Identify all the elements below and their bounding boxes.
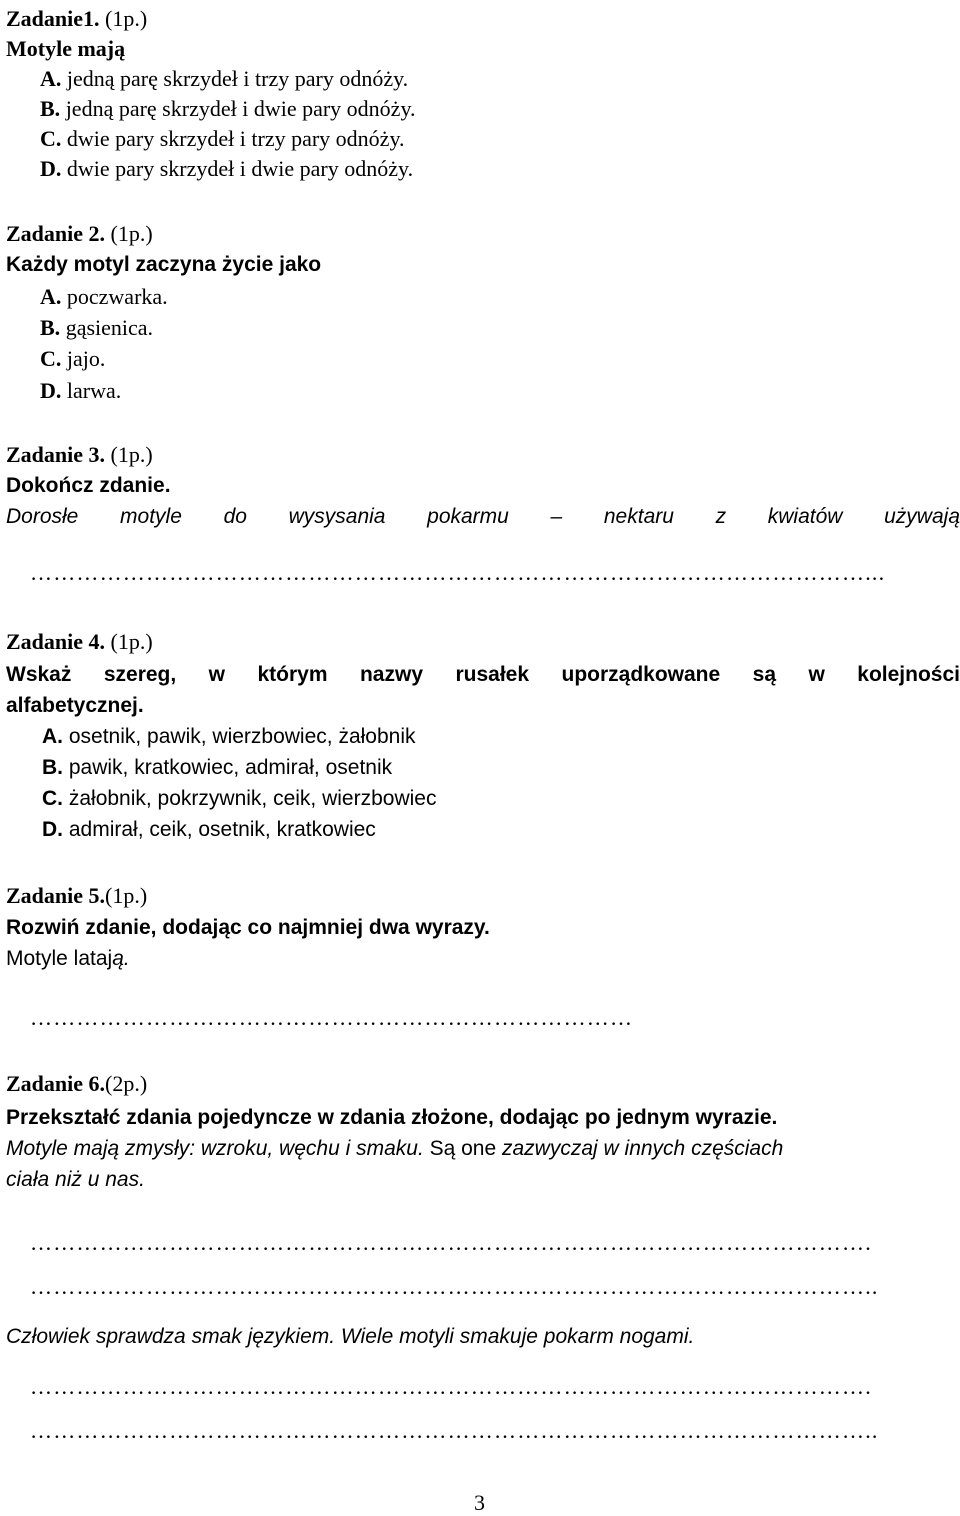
task6-answer-line-1[interactable]: ………………………………………………………………………………………………. bbox=[30, 1230, 872, 1255]
task4-option-c: C. żałobnik, pokrzywnik, ceik, wierzbowiec bbox=[42, 787, 437, 810]
task1-option-d: D. dwie pary skrzydeł i dwie pary odnóży. bbox=[40, 156, 414, 181]
task5-answer-line[interactable]: …………………………………………………………………… bbox=[30, 1005, 634, 1030]
task1-option-a: A. jedną parę skrzydeł i trzy pary odnóży. bbox=[40, 66, 409, 91]
task4-instruction-cont: alfabetycznej. bbox=[6, 694, 144, 717]
task3-answer-line[interactable]: ………………………………………………………………………………………………... bbox=[30, 560, 886, 585]
task1-title bbox=[6, 4, 147, 34]
task5-instruction: Rozwiń zdanie, dodając co najmniej dwa wyrazy. bbox=[6, 916, 490, 939]
task2-title: Zadanie 2. (1p.) bbox=[6, 221, 153, 246]
task1-option-c: C. dwie pary skrzydeł i trzy pary odnóży. bbox=[40, 126, 405, 151]
task2-option-b: B. gąsienica. bbox=[40, 315, 154, 340]
task5-sentence: Motyle latają. bbox=[6, 947, 130, 970]
task2-option-c: C. jajo. bbox=[40, 346, 106, 371]
task2-option-a: A. poczwarka. bbox=[40, 284, 168, 309]
task4-instruction: Wskaż szereg, w którym nazwy rusałek uporządkowane są w kolejności bbox=[6, 663, 960, 686]
task4-title: Zadanie 4. (1p.) bbox=[6, 629, 153, 654]
page-number: 3 bbox=[474, 1490, 485, 1515]
task6-title: Zadanie 6.(2p.) bbox=[6, 1071, 148, 1096]
task3-sentence: Dorosłe motyle do wysysania pokarmu – nektaru z kwiatów używają bbox=[6, 505, 960, 528]
task4-option-d: D. admirał, ceik, osetnik, kratkowiec bbox=[42, 818, 376, 841]
task2-option-d: D. larwa. bbox=[40, 378, 122, 403]
task1-option-b: B. jedną parę skrzydeł i dwie pary odnóży. bbox=[40, 96, 416, 121]
task3-instruction: Dokończ zdanie. bbox=[6, 474, 171, 497]
task6-answer-line-4[interactable]: ……………………………………………………………………………………………….. bbox=[30, 1418, 879, 1443]
task5-title: Zadanie 5.(1p.) bbox=[6, 883, 148, 908]
task6-answer-line-3[interactable]: ………………………………………………………………………………………………. bbox=[30, 1374, 872, 1399]
task6-sentence-1-cont: ciała niż u nas. bbox=[6, 1168, 145, 1191]
task4-option-b: B. pawik, kratkowiec, admirał, osetnik bbox=[42, 756, 393, 779]
task1-title-label: Zadanie1. bbox=[6, 6, 100, 31]
task2-question: Każdy motyl zaczyna życie jako bbox=[6, 253, 322, 276]
task1-points: (1p.) bbox=[105, 6, 148, 31]
task6-instruction: Przekształć zdania pojedyncze w zdania złożone, dodając po jednym wyrazie. bbox=[6, 1106, 778, 1129]
task3-title: Zadanie 3. (1p.) bbox=[6, 442, 153, 467]
task6-answer-line-2[interactable]: ……………………………………………………………………………………………….. bbox=[30, 1274, 879, 1299]
task4-option-a: A. osetnik, pawik, wierzbowiec, żałobnik bbox=[42, 725, 416, 748]
task6-sentence-1: Motyle mają zmysły: wzroku, węchu i smaku. Są one zazwyczaj w innych częściach bbox=[6, 1137, 784, 1160]
task1-question: Motyle mają bbox=[6, 36, 126, 61]
task6-sentence-2: Człowiek sprawdza smak językiem. Wiele motyli smakuje pokarm nogami. bbox=[6, 1325, 695, 1348]
